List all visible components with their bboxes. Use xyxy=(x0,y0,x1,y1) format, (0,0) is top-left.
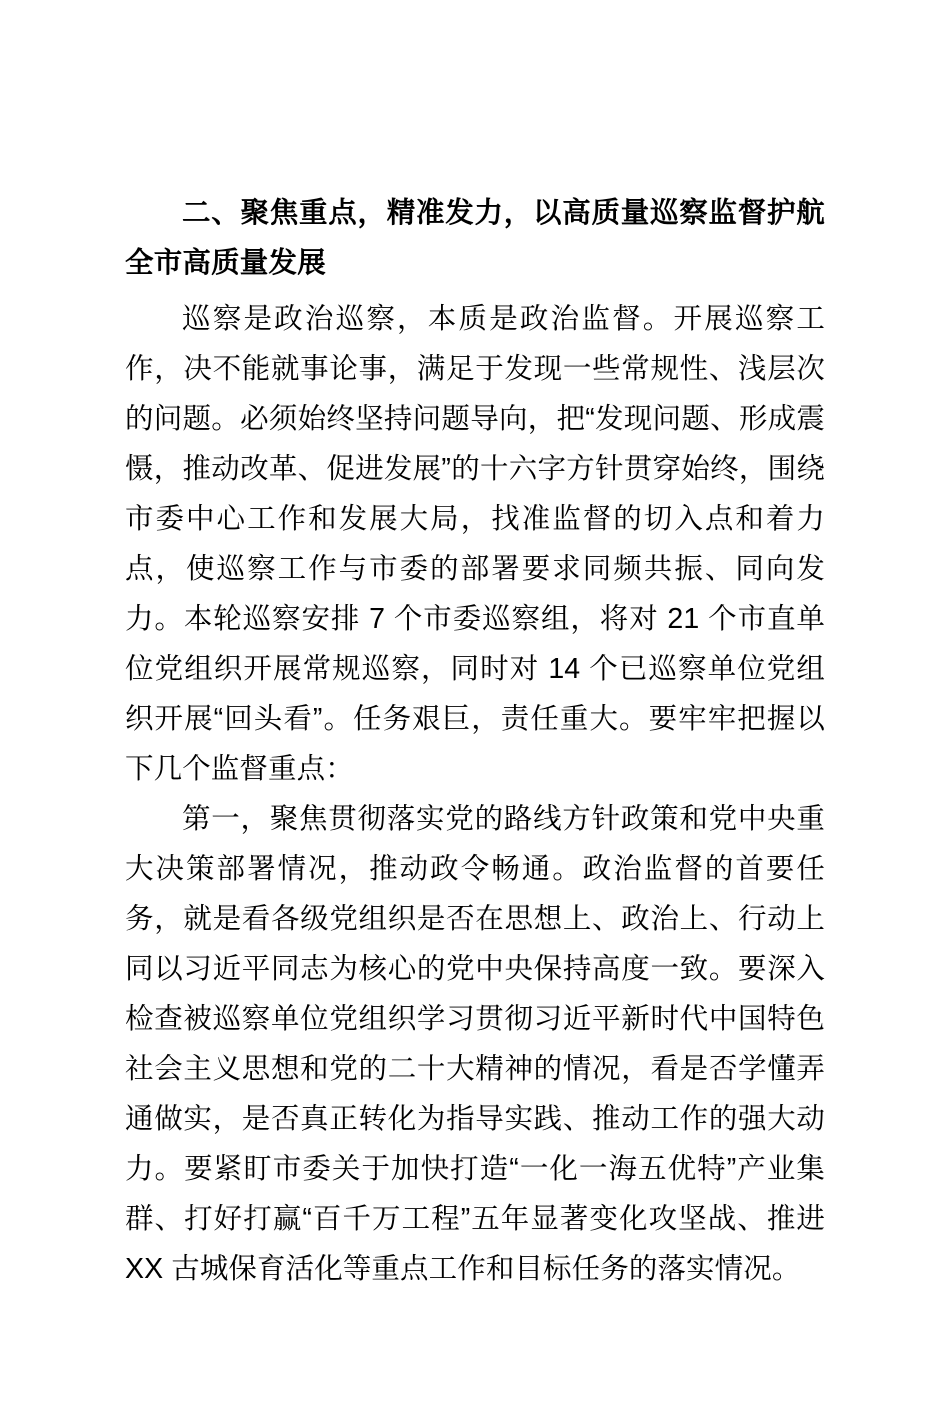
page-bottom-margin xyxy=(0,1294,950,1414)
body-paragraph-2: 第一，聚焦贯彻落实党的路线方针政策和党中央重大决策部署情况，推动政令畅通。政治监督的首要任务，就是看各级党组织是否在思想上、政治上、行动上同以习近平同志为核心的党中央保持高度一致。要深入检查被巡察单位党组织学习贯彻习近平新时代中国特色社会主义思想和党的二十大精神的情况，看是否学懂弄通做实，是否真正转化为指导实践、推动工作的强大动力。要紧盯市委关于加快打造“一化一海五优特”产业集群、打好打赢“百千万工程”五年显著变化攻坚战、推进 XX 古城保育活化等重点工作和目标任务的落实情况。 xyxy=(125,803,825,1285)
page-top-margin xyxy=(0,0,950,188)
section-heading: 二、聚焦重点，精准发力，以高质量巡察监督护航全市高质量发展 xyxy=(125,197,825,279)
document-body xyxy=(125,188,825,1294)
body-paragraph-1: 巡察是政治巡察，本质是政治监督。开展巡察工作，决不能就事论事，满足于发现一些常规性、浅层次的问题。必须始终坚持问题导向，把“发现问题、形成震慑，推动改革、促进发展”的十六字方针贯穿始终，围绕市委中心工作和发展大局，找准监督的切入点和着力点，使巡察工作与市委的部署要求同频共振、同向发力。本轮巡察安排 7 个市委巡察组，将对 21 个市直单位党组织开展常规巡察，同时对 14 个已巡察单位党组织开展“回头看”。任务艰巨，责任重大。要牢牢把握以下几个监督重点： xyxy=(125,303,825,785)
